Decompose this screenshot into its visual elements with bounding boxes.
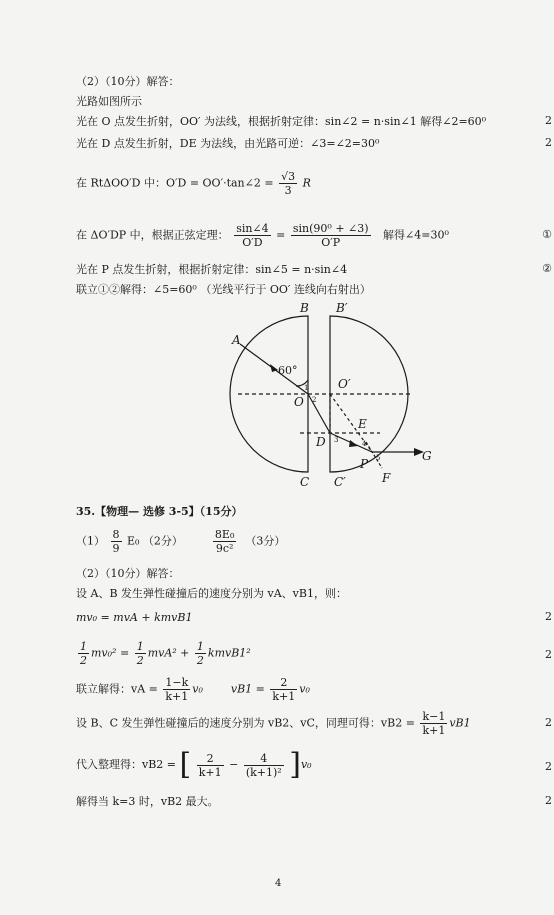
- margin-mark: 2: [545, 794, 552, 807]
- angle-1: 1: [304, 384, 309, 392]
- part2b-header: （2）（10分）解答：: [76, 567, 180, 580]
- rt-fraction: [279, 170, 297, 197]
- label-G: G: [422, 449, 432, 463]
- label-F: F: [382, 471, 391, 485]
- half-num: 1: [80, 640, 87, 653]
- angle-4: 4: [362, 440, 367, 448]
- solve-num-2: 2: [270, 676, 297, 690]
- solve-v0b: v₀: [299, 682, 310, 696]
- solve-num-1: 1−k: [165, 676, 189, 689]
- label-O2: O′: [338, 377, 351, 391]
- line-rt-triangle: [76, 170, 311, 197]
- optics-diagram: [200, 300, 440, 495]
- solve-vb1: vB1 =: [230, 682, 265, 696]
- ans1b-frac: [213, 528, 236, 555]
- line-refraction-D: 光在 D 点发生折射，DE 为法线，由光路可逆：∠3=∠2=30⁰: [76, 137, 380, 150]
- line-solve: [76, 676, 310, 703]
- line-substitute: [76, 747, 312, 782]
- right-bracket: ]: [289, 747, 301, 782]
- sine-result: 解得∠4=30⁰: [383, 228, 449, 242]
- ans1b-den: 9c²: [215, 542, 234, 555]
- energy-right: kmvB1²: [207, 646, 251, 660]
- mark-2: ②: [542, 262, 552, 275]
- label-angle60: 60°: [278, 364, 298, 377]
- label-E: E: [358, 417, 367, 431]
- energy-left: mv₀² =: [91, 646, 130, 660]
- ans1b-num: 8E₀: [214, 528, 235, 541]
- ans1-suffix: E₀ （2分）: [127, 534, 183, 548]
- label-A: A: [232, 333, 241, 347]
- eq-momentum: mv₀ = mvA + kmvB1: [76, 611, 193, 624]
- margin-mark: 2: [545, 136, 552, 149]
- line-set-BC: [76, 710, 471, 737]
- sine-num-2: sin(90⁰ + ∠3): [292, 222, 369, 235]
- light-path-note: 光路如图所示: [76, 95, 142, 108]
- sub-frac-2: [244, 752, 284, 779]
- label-C: C: [300, 475, 310, 489]
- mark-1: ①: [542, 228, 552, 241]
- label-P: P: [360, 457, 369, 471]
- sub-v0: v₀: [300, 758, 312, 771]
- part2-header: （2）（10分）解答：: [76, 75, 180, 88]
- sine-den-2: O′P: [321, 236, 341, 249]
- half-den: 2: [136, 654, 144, 667]
- ans1-prefix: （1）: [76, 534, 105, 548]
- ans1-num: 8: [112, 528, 120, 541]
- setBC-den: k+1: [422, 724, 446, 737]
- solve-den-1: k+1: [165, 690, 189, 703]
- setBC-frac: [420, 710, 447, 737]
- arrow-DP: [349, 440, 358, 447]
- sine-frac-1: [234, 222, 270, 249]
- energy-mid: mvA² +: [147, 646, 190, 660]
- sub-den-1: k+1: [198, 765, 222, 779]
- solve-prefix: 联立解得：vA =: [76, 682, 158, 696]
- line-final: 解得当 k=3 时，vB2 最大。: [76, 795, 219, 808]
- half-num: 1: [136, 640, 144, 653]
- energy-half-1: [78, 640, 89, 667]
- setBC-prefix: 设 B、C 发生弹性碰撞后的速度分别为 vB2、vC，同理可得：vB2 =: [76, 716, 415, 730]
- solve-den-2: k+1: [272, 690, 296, 703]
- label-B2: B′: [336, 301, 348, 315]
- solve-frac-1: [163, 676, 190, 703]
- margin-mark: 2: [545, 114, 552, 127]
- page-number: 4: [275, 878, 282, 889]
- sine-frac-2: [291, 222, 371, 249]
- solve-frac-2: [270, 676, 297, 703]
- half-den: 2: [196, 654, 204, 667]
- energy-half-2: [135, 640, 146, 667]
- margin-mark: 2: [545, 610, 552, 623]
- angle-5: 5: [376, 454, 381, 462]
- eq-energy: [76, 640, 251, 667]
- line-combine: 联立①②解得：∠5=60⁰ （光线平行于 OO′ 连线向右射出）: [76, 283, 371, 296]
- sine-prefix: 在 ΔO′DP 中，根据正弦定理：: [76, 228, 229, 242]
- margin-mark: 2: [545, 716, 552, 729]
- label-B: B: [300, 301, 309, 315]
- ans1b-suffix: （3分）: [245, 534, 286, 548]
- label-D: D: [316, 435, 326, 449]
- sub-minus: −: [229, 758, 239, 771]
- sine-den-1: O′D: [242, 236, 263, 249]
- setBC-suffix: vB1: [449, 716, 471, 730]
- margin-mark: 2: [545, 648, 552, 661]
- sub-frac-1: [197, 752, 224, 779]
- rt-prefix: 在 RtΔOO′D 中：O′D = OO′·tan∠2 =: [76, 176, 274, 190]
- ans1-den: 9: [112, 542, 120, 555]
- sub-den-2: (k+1)²: [245, 765, 282, 779]
- ans1-frac: [111, 528, 122, 555]
- setBC-num: k−1: [422, 710, 446, 723]
- label-C2: C′: [334, 475, 346, 489]
- sub-prefix: 代入整理得：vB2 =: [76, 758, 177, 771]
- half-den: 2: [80, 654, 87, 667]
- angle-2: 2: [312, 396, 317, 404]
- line-set-AB: 设 A、B 发生弹性碰撞后的速度分别为 vA、vB1，则：: [76, 587, 347, 600]
- line-refraction-O: 光在 O 点发生折射，OO′ 为法线，根据折射定律：sin∠2 = n·sin∠1 解得∠2=60⁰: [76, 115, 487, 128]
- angle-3: 3: [334, 436, 339, 444]
- rt-suffix: R: [302, 176, 311, 190]
- half-num: 1: [196, 640, 204, 653]
- sine-eq: =: [276, 228, 286, 242]
- line-refraction-P: 光在 P 点发生折射，根据折射定律：sin∠5 = n·sin∠4: [76, 263, 348, 276]
- left-bracket: [: [179, 747, 192, 782]
- energy-half-3: [195, 640, 206, 667]
- solve-v0a: v₀: [192, 682, 203, 696]
- label-O: O: [294, 395, 304, 409]
- line-sine-rule: [76, 222, 449, 249]
- section-35-title: 35.【物理— 选修 3-5】（15分）: [76, 505, 243, 518]
- rt-den: 3: [284, 184, 292, 197]
- sine-num-1: sin∠4: [236, 222, 269, 235]
- margin-mark: 2: [545, 760, 552, 773]
- rt-num: √3: [281, 170, 296, 183]
- answer-part-1: [76, 528, 285, 555]
- sub-num-1: 2: [197, 752, 224, 766]
- sub-num-2: 4: [244, 752, 284, 766]
